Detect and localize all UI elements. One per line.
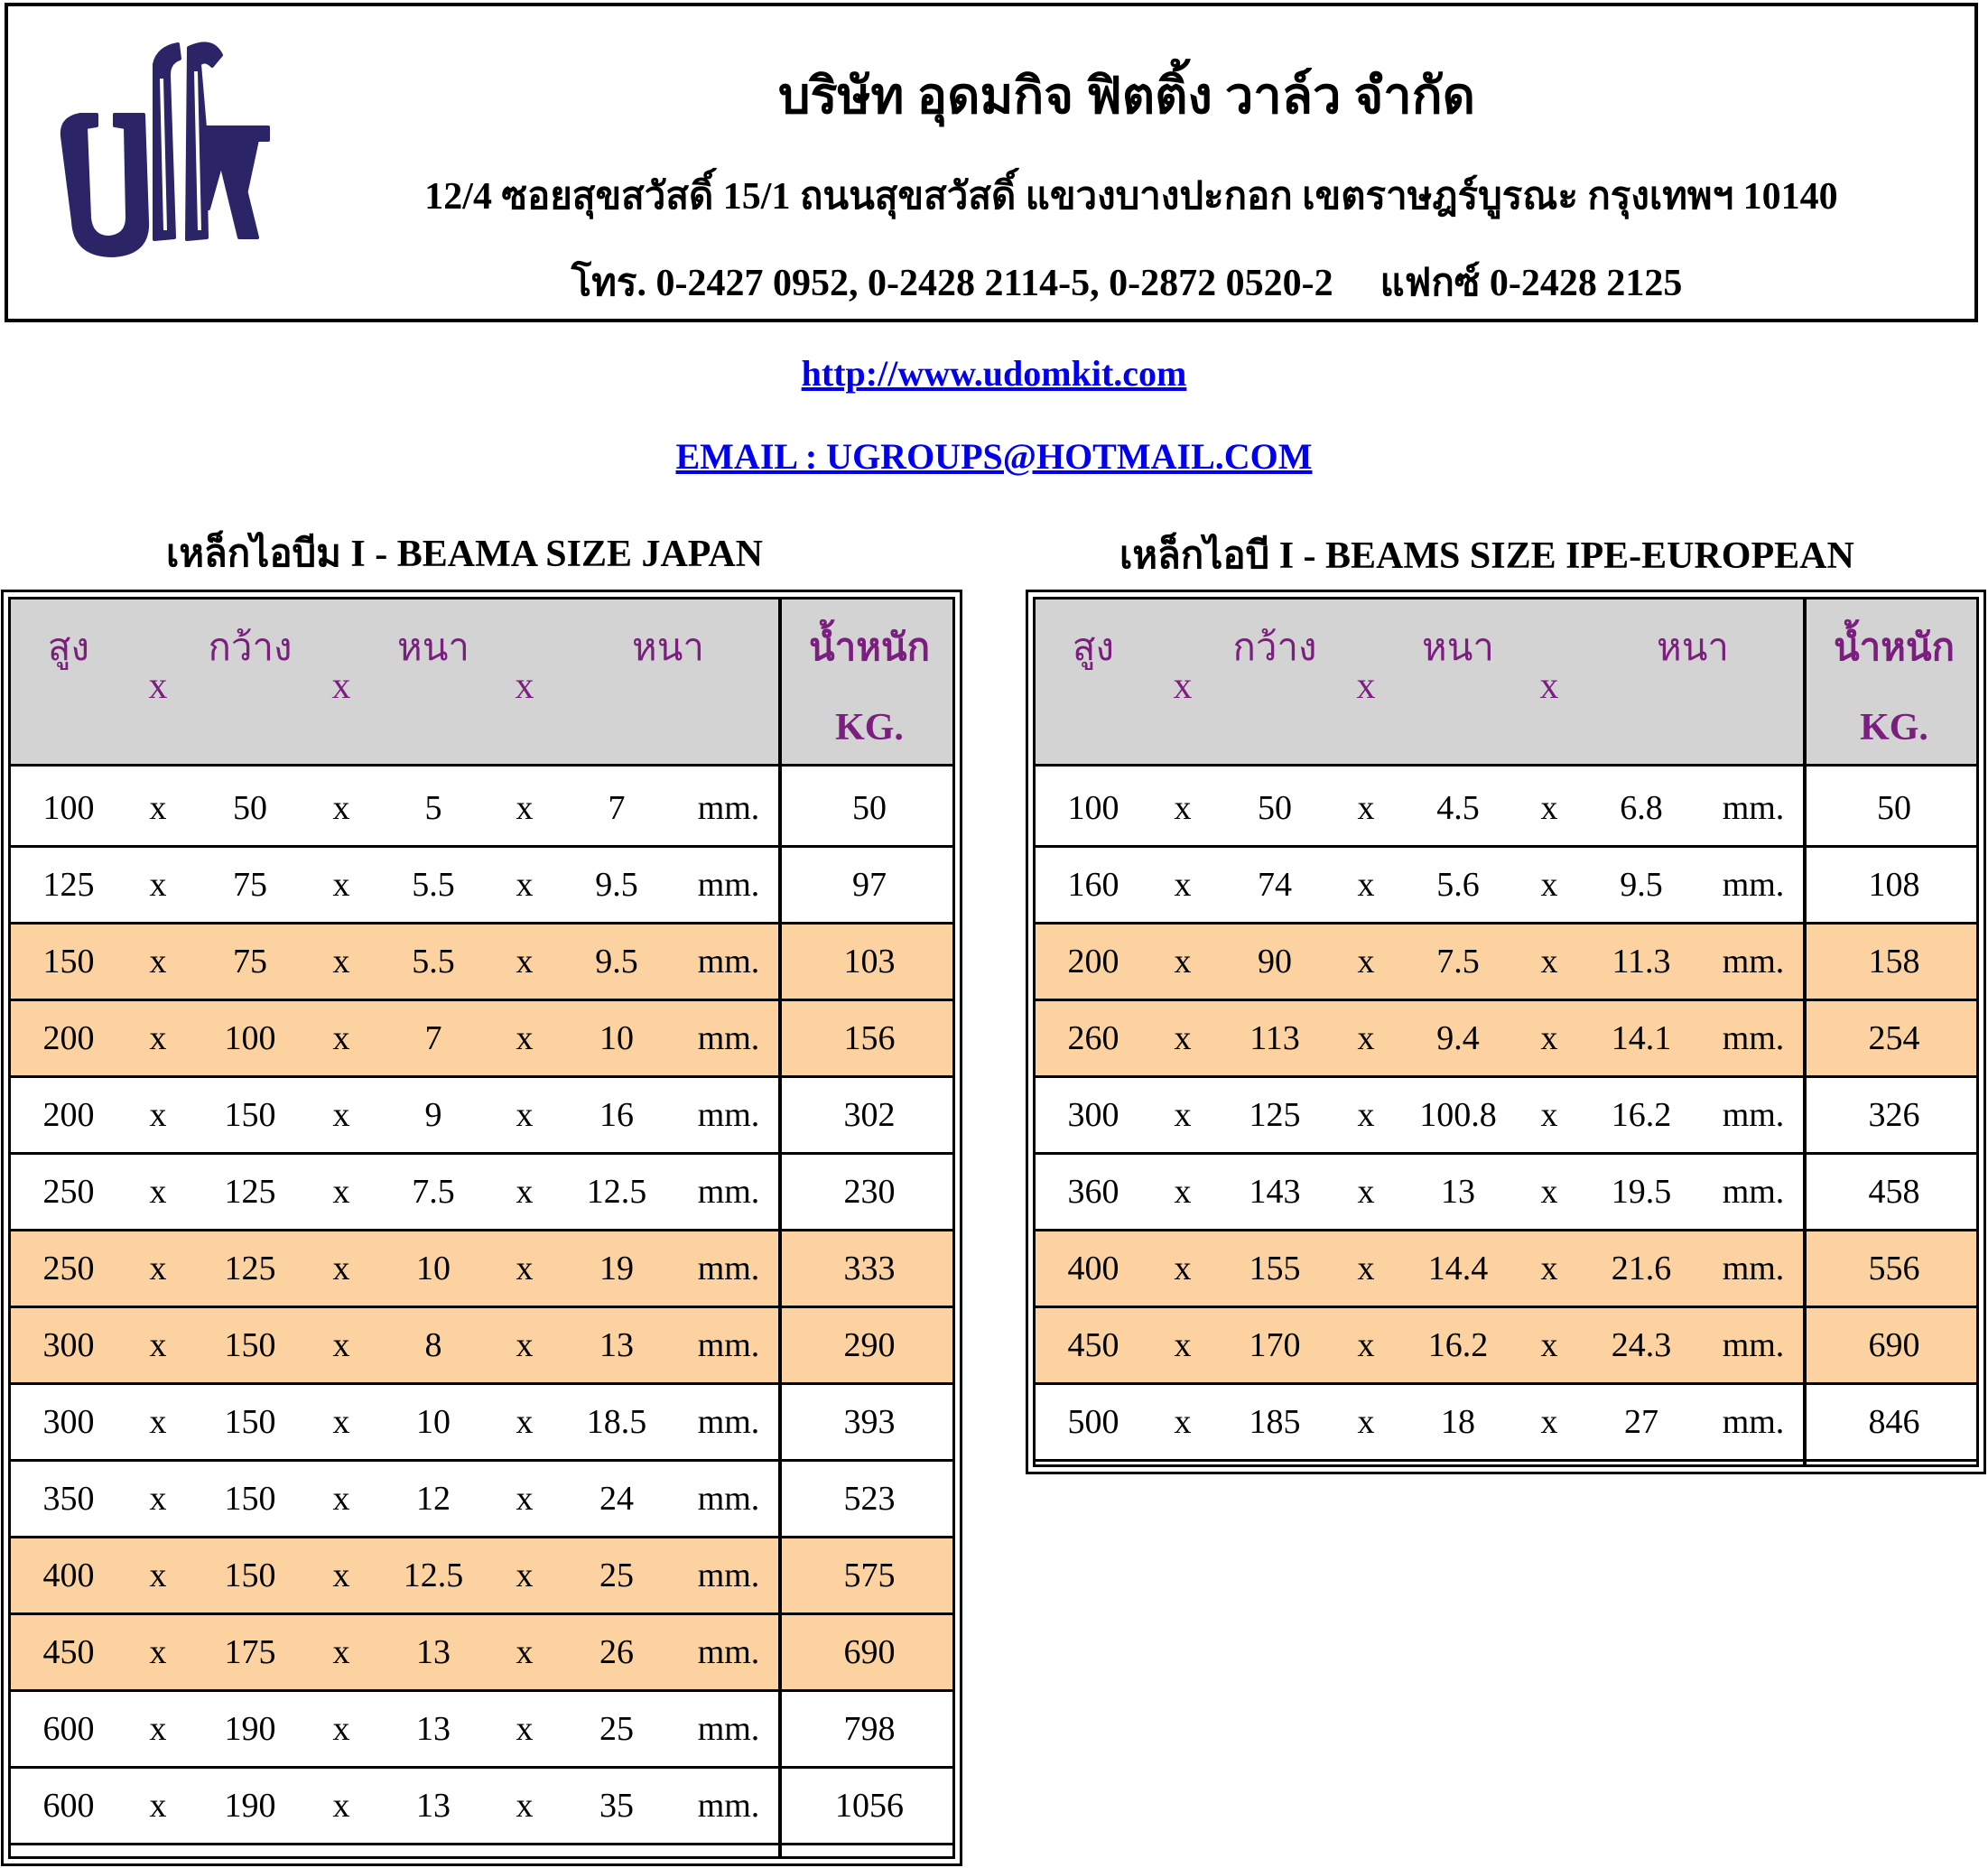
cell-x: x [1357, 943, 1375, 980]
cell-web-thickness: 13 [416, 1633, 451, 1671]
cell-flange-thickness: 10 [599, 1019, 634, 1057]
cell-height: 350 [42, 1480, 95, 1518]
cell-x: x [516, 1173, 534, 1211]
cell-unit: mm. [697, 1326, 760, 1364]
cell-x: x [149, 1787, 167, 1825]
table-row [1036, 1001, 1976, 1078]
cell-x: x [332, 1250, 350, 1287]
cell-height: 200 [42, 1019, 95, 1057]
cell-unit: mm. [1722, 1250, 1785, 1287]
cell-unit: mm. [697, 789, 760, 827]
header-web-thickness: หนา [1422, 627, 1494, 669]
cell-x: x [149, 1710, 167, 1748]
cell-width: 175 [224, 1633, 276, 1671]
cell-flange-thickness: 25 [599, 1710, 634, 1748]
table-row [11, 1462, 952, 1538]
company-header [5, 3, 1978, 322]
cell-unit: mm. [1722, 1326, 1785, 1364]
table-row [1036, 771, 1976, 848]
cell-width: 74 [1258, 866, 1292, 904]
cell-flange-thickness: 9.5 [595, 866, 638, 904]
weight-column-divider [778, 599, 782, 1856]
cell-weight: 458 [1868, 1173, 1920, 1211]
cell-x: x [1174, 1326, 1192, 1364]
cell-x: x [1357, 1403, 1375, 1441]
table-row [1036, 1308, 1976, 1385]
cell-unit: mm. [1722, 866, 1785, 904]
cell-x: x [332, 1096, 350, 1134]
cell-web-thickness: 5.5 [412, 866, 455, 904]
cell-width: 155 [1249, 1250, 1301, 1287]
cell-x: x [332, 1326, 350, 1364]
cell-unit: mm. [697, 1173, 760, 1211]
cell-unit: mm. [697, 866, 760, 904]
japan-table-title: เหล็กไอบีม I - BEAMA SIZE JAPAN [166, 534, 764, 575]
table-row [11, 1231, 952, 1308]
cell-flange-thickness: 35 [599, 1787, 634, 1825]
cell-x: x [332, 789, 350, 827]
cell-x: x [1540, 1019, 1558, 1057]
header-x: x [148, 665, 168, 707]
cell-unit: mm. [697, 1557, 760, 1594]
cell-width: 190 [224, 1710, 276, 1748]
cell-x: x [332, 1557, 350, 1594]
cell-x: x [332, 1173, 350, 1211]
cell-flange-thickness: 27 [1624, 1403, 1658, 1441]
cell-unit: mm. [1722, 943, 1785, 980]
cell-unit: mm. [697, 1710, 760, 1748]
cell-flange-thickness: 13 [599, 1326, 634, 1364]
cell-unit: mm. [697, 1096, 760, 1134]
cell-flange-thickness: 9.5 [1620, 866, 1663, 904]
cell-weight: 156 [843, 1019, 896, 1057]
cell-x: x [332, 1403, 350, 1441]
european-table-inner [1033, 597, 1979, 1467]
cell-weight: 230 [843, 1173, 896, 1211]
header-height: สูง [47, 627, 90, 669]
cell-x: x [1540, 1326, 1558, 1364]
cell-flange-thickness: 16.2 [1611, 1096, 1672, 1134]
cell-width: 75 [233, 866, 267, 904]
cell-weight: 846 [1868, 1403, 1920, 1441]
cell-web-thickness: 9.4 [1436, 1019, 1480, 1057]
weight-column-divider [1803, 599, 1807, 1464]
company-name: บริษัท อุดมกิจ ฟิตติ้ง วาล์ว จำกัด [778, 69, 1475, 125]
cell-width: 143 [1249, 1173, 1301, 1211]
cell-web-thickness: 7.5 [1436, 943, 1480, 980]
cell-height: 360 [1067, 1173, 1119, 1211]
cell-height: 125 [42, 866, 95, 904]
cell-web-thickness: 13 [1441, 1173, 1475, 1211]
cell-weight: 290 [843, 1326, 896, 1364]
cell-height: 250 [42, 1250, 95, 1287]
cell-weight: 97 [852, 866, 887, 904]
header-weight-unit: KG. [835, 707, 904, 748]
cell-unit: mm. [697, 1480, 760, 1518]
header-width: กว้าง [1232, 627, 1317, 669]
cell-flange-thickness: 7 [608, 789, 626, 827]
cell-height: 200 [1067, 943, 1119, 980]
cell-height: 400 [42, 1557, 95, 1594]
cell-height: 600 [42, 1710, 95, 1748]
cell-x: x [516, 1710, 534, 1748]
cell-unit: mm. [697, 1250, 760, 1287]
cell-x: x [516, 1326, 534, 1364]
cell-x: x [149, 1326, 167, 1364]
cell-web-thickness: 7.5 [412, 1173, 455, 1211]
cell-flange-thickness: 24 [599, 1480, 634, 1518]
cell-x: x [516, 789, 534, 827]
cell-flange-thickness: 21.6 [1611, 1250, 1672, 1287]
cell-x: x [149, 1173, 167, 1211]
cell-x: x [149, 1480, 167, 1518]
cell-width: 150 [224, 1403, 276, 1441]
cell-x: x [516, 1096, 534, 1134]
cell-x: x [1540, 1173, 1558, 1211]
cell-flange-thickness: 16 [599, 1096, 634, 1134]
cell-x: x [1540, 789, 1558, 827]
cell-web-thickness: 7 [424, 1019, 442, 1057]
cell-x: x [1357, 1173, 1375, 1211]
email-link[interactable]: EMAIL : UGROUPS@HOTMAIL.COM [675, 436, 1313, 477]
cell-x: x [516, 1019, 534, 1057]
cell-width: 150 [224, 1326, 276, 1364]
cell-web-thickness: 5.5 [412, 943, 455, 980]
cell-web-thickness: 5 [424, 789, 442, 827]
cell-x: x [332, 1787, 350, 1825]
table-header [11, 599, 952, 767]
cell-weight: 254 [1868, 1019, 1920, 1057]
cell-width: 50 [233, 789, 267, 827]
cell-weight: 302 [843, 1096, 896, 1134]
header-width: กว้าง [208, 627, 293, 669]
phone-numbers: โทร. 0-2427 0952, 0-2428 2114-5, 0-2872 0520-2 [571, 263, 1333, 304]
cell-web-thickness: 4.5 [1436, 789, 1480, 827]
cell-flange-thickness: 24.3 [1611, 1326, 1672, 1364]
table-row [11, 1078, 952, 1155]
cell-web-thickness: 9 [424, 1096, 442, 1134]
cell-width: 90 [1258, 943, 1292, 980]
cell-height: 450 [1067, 1326, 1119, 1364]
cell-x: x [332, 866, 350, 904]
cell-x: x [332, 1633, 350, 1671]
cell-flange-thickness: 26 [599, 1633, 634, 1671]
cell-x: x [149, 789, 167, 827]
table-row [1036, 1078, 1976, 1155]
cell-x: x [332, 1480, 350, 1518]
header-x: x [331, 665, 351, 707]
cell-web-thickness: 10 [416, 1250, 451, 1287]
cell-x: x [1174, 1173, 1192, 1211]
header-flange-thickness: หนา [632, 627, 704, 669]
cell-x: x [1174, 866, 1192, 904]
cell-weight: 326 [1868, 1096, 1920, 1134]
cell-x: x [1540, 1403, 1558, 1441]
cell-flange-thickness: 18.5 [586, 1403, 647, 1441]
cell-weight: 575 [843, 1557, 896, 1594]
table-header [1036, 599, 1976, 767]
cell-unit: mm. [1722, 1019, 1785, 1057]
european-table-title: เหล็กไอบี I - BEAMS SIZE IPE-EUROPEAN [1119, 535, 1854, 577]
table-row [11, 1385, 952, 1462]
company-logo [53, 28, 270, 263]
cell-unit: mm. [697, 1019, 760, 1057]
european-beam-table [1026, 590, 1986, 1474]
cell-unit: mm. [697, 1633, 760, 1671]
cell-height: 300 [42, 1403, 95, 1441]
cell-height: 300 [42, 1326, 95, 1364]
cell-height: 450 [42, 1633, 95, 1671]
contact-line [279, 265, 1974, 302]
cell-x: x [1357, 789, 1375, 827]
cell-weight: 393 [843, 1403, 896, 1441]
cell-weight: 50 [1877, 789, 1911, 827]
table-row [11, 1615, 952, 1692]
cell-width: 113 [1249, 1019, 1300, 1057]
cell-flange-thickness: 6.8 [1620, 789, 1663, 827]
table-row [11, 925, 952, 1001]
cell-height: 100 [42, 789, 95, 827]
header-flange-thickness: หนา [1657, 627, 1729, 669]
header-weight-unit: KG. [1860, 707, 1928, 748]
cell-x: x [1357, 866, 1375, 904]
cell-height: 200 [42, 1096, 95, 1134]
header-weight: น้ำหนัก [1833, 627, 1955, 669]
cell-unit: mm. [1722, 1173, 1785, 1211]
cell-x: x [516, 1787, 534, 1825]
website-link[interactable]: http://www.udomkit.com [801, 353, 1187, 394]
cell-height: 500 [1067, 1403, 1119, 1441]
table-row [11, 1692, 952, 1769]
cell-unit: mm. [697, 1787, 760, 1825]
company-address: 12/4 ซอยสุขสวัสดิ์ 15/1 ถนนสุขสวัสดิ์ แขวงบางปะกอก เขตราษฎร์บูรณะ กรุงเทพฯ 10140 [424, 176, 1838, 218]
cell-x: x [1540, 1250, 1558, 1287]
table-row [1036, 925, 1976, 1001]
cell-web-thickness: 10 [416, 1403, 451, 1441]
table-row [1036, 1385, 1976, 1462]
table-row [11, 1308, 952, 1385]
table-row [1036, 1155, 1976, 1231]
cell-web-thickness: 8 [424, 1326, 442, 1364]
cell-x: x [1357, 1096, 1375, 1134]
cell-height: 150 [42, 943, 95, 980]
header-height: สูง [1072, 627, 1115, 669]
cell-x: x [1174, 1250, 1192, 1287]
header-web-thickness: หนา [397, 627, 469, 669]
cell-x: x [1174, 789, 1192, 827]
cell-width: 150 [224, 1557, 276, 1594]
cell-height: 400 [1067, 1250, 1119, 1287]
cell-weight: 333 [843, 1250, 896, 1287]
cell-x: x [332, 1710, 350, 1748]
cell-x: x [1540, 1096, 1558, 1134]
cell-width: 150 [224, 1096, 276, 1134]
cell-weight: 108 [1868, 866, 1920, 904]
cell-width: 185 [1249, 1403, 1301, 1441]
cell-flange-thickness: 11.3 [1612, 943, 1671, 980]
cell-x: x [149, 1096, 167, 1134]
cell-flange-thickness: 12.5 [586, 1173, 647, 1211]
cell-weight: 50 [852, 789, 887, 827]
cell-width: 190 [224, 1787, 276, 1825]
cell-width: 125 [224, 1250, 276, 1287]
cell-x: x [332, 1019, 350, 1057]
cell-width: 150 [224, 1480, 276, 1518]
cell-width: 125 [1249, 1096, 1301, 1134]
cell-height: 250 [42, 1173, 95, 1211]
table-row [11, 848, 952, 925]
cell-x: x [516, 1480, 534, 1518]
cell-height: 260 [1067, 1019, 1119, 1057]
cell-x: x [516, 943, 534, 980]
cell-x: x [332, 943, 350, 980]
japan-beam-table [1, 590, 962, 1866]
cell-flange-thickness: 9.5 [595, 943, 638, 980]
cell-x: x [516, 866, 534, 904]
table-row [11, 1769, 952, 1845]
cell-x: x [1174, 1096, 1192, 1134]
cell-x: x [149, 866, 167, 904]
header-x: x [1173, 665, 1193, 707]
cell-weight: 556 [1868, 1250, 1920, 1287]
cell-width: 100 [224, 1019, 276, 1057]
cell-x: x [1174, 1403, 1192, 1441]
cell-unit: mm. [697, 1403, 760, 1441]
cell-unit: mm. [697, 943, 760, 980]
cell-web-thickness: 12.5 [403, 1557, 464, 1594]
cell-x: x [149, 943, 167, 980]
table-row [11, 1538, 952, 1615]
cell-height: 300 [1067, 1096, 1119, 1134]
cell-web-thickness: 5.6 [1436, 866, 1480, 904]
header-x: x [1539, 665, 1559, 707]
cell-weight: 523 [843, 1480, 896, 1518]
cell-x: x [149, 1403, 167, 1441]
cell-unit: mm. [1722, 1403, 1785, 1441]
table-row [1036, 1231, 1976, 1308]
cell-x: x [516, 1633, 534, 1671]
cell-x: x [149, 1250, 167, 1287]
cell-width: 50 [1258, 789, 1292, 827]
cell-flange-thickness: 25 [599, 1557, 634, 1594]
cell-x: x [1357, 1019, 1375, 1057]
cell-height: 600 [42, 1787, 95, 1825]
cell-x: x [149, 1557, 167, 1594]
cell-web-thickness: 13 [416, 1787, 451, 1825]
cell-height: 100 [1067, 789, 1119, 827]
header-weight: น้ำหนัก [808, 627, 931, 669]
cell-x: x [1357, 1326, 1375, 1364]
cell-weight: 1056 [835, 1787, 904, 1825]
cell-web-thickness: 14.4 [1427, 1250, 1489, 1287]
cell-x: x [516, 1250, 534, 1287]
cell-flange-thickness: 19 [599, 1250, 634, 1287]
cell-x: x [1357, 1250, 1375, 1287]
cell-web-thickness: 18 [1441, 1403, 1475, 1441]
cell-width: 170 [1249, 1326, 1301, 1364]
cell-x: x [1540, 866, 1558, 904]
cell-x: x [1174, 943, 1192, 980]
cell-x: x [1174, 1019, 1192, 1057]
cell-weight: 690 [843, 1633, 896, 1671]
cell-width: 75 [233, 943, 267, 980]
cell-weight: 158 [1868, 943, 1920, 980]
cell-x: x [516, 1557, 534, 1594]
cell-unit: mm. [1722, 1096, 1785, 1134]
cell-unit: mm. [1722, 789, 1785, 827]
cell-x: x [149, 1633, 167, 1671]
table-row [11, 1155, 952, 1231]
cell-x: x [149, 1019, 167, 1057]
cell-web-thickness: 13 [416, 1710, 451, 1748]
fax-number: แฟกซ์ 0-2428 2125 [1380, 263, 1683, 304]
cell-height: 160 [1067, 866, 1119, 904]
cell-width: 125 [224, 1173, 276, 1211]
japan-table-inner [8, 597, 955, 1859]
header-x: x [515, 665, 534, 707]
cell-web-thickness: 100.8 [1419, 1096, 1497, 1134]
cell-flange-thickness: 19.5 [1611, 1173, 1672, 1211]
cell-web-thickness: 12 [416, 1480, 451, 1518]
cell-flange-thickness: 14.1 [1611, 1019, 1672, 1057]
cell-web-thickness: 16.2 [1427, 1326, 1489, 1364]
cell-x: x [1540, 943, 1558, 980]
table-row [11, 771, 952, 848]
cell-weight: 798 [843, 1710, 896, 1748]
cell-x: x [516, 1403, 534, 1441]
header-x: x [1356, 665, 1376, 707]
cell-weight: 103 [843, 943, 896, 980]
cell-weight: 690 [1868, 1326, 1920, 1364]
table-row [1036, 848, 1976, 925]
table-row [11, 1001, 952, 1078]
